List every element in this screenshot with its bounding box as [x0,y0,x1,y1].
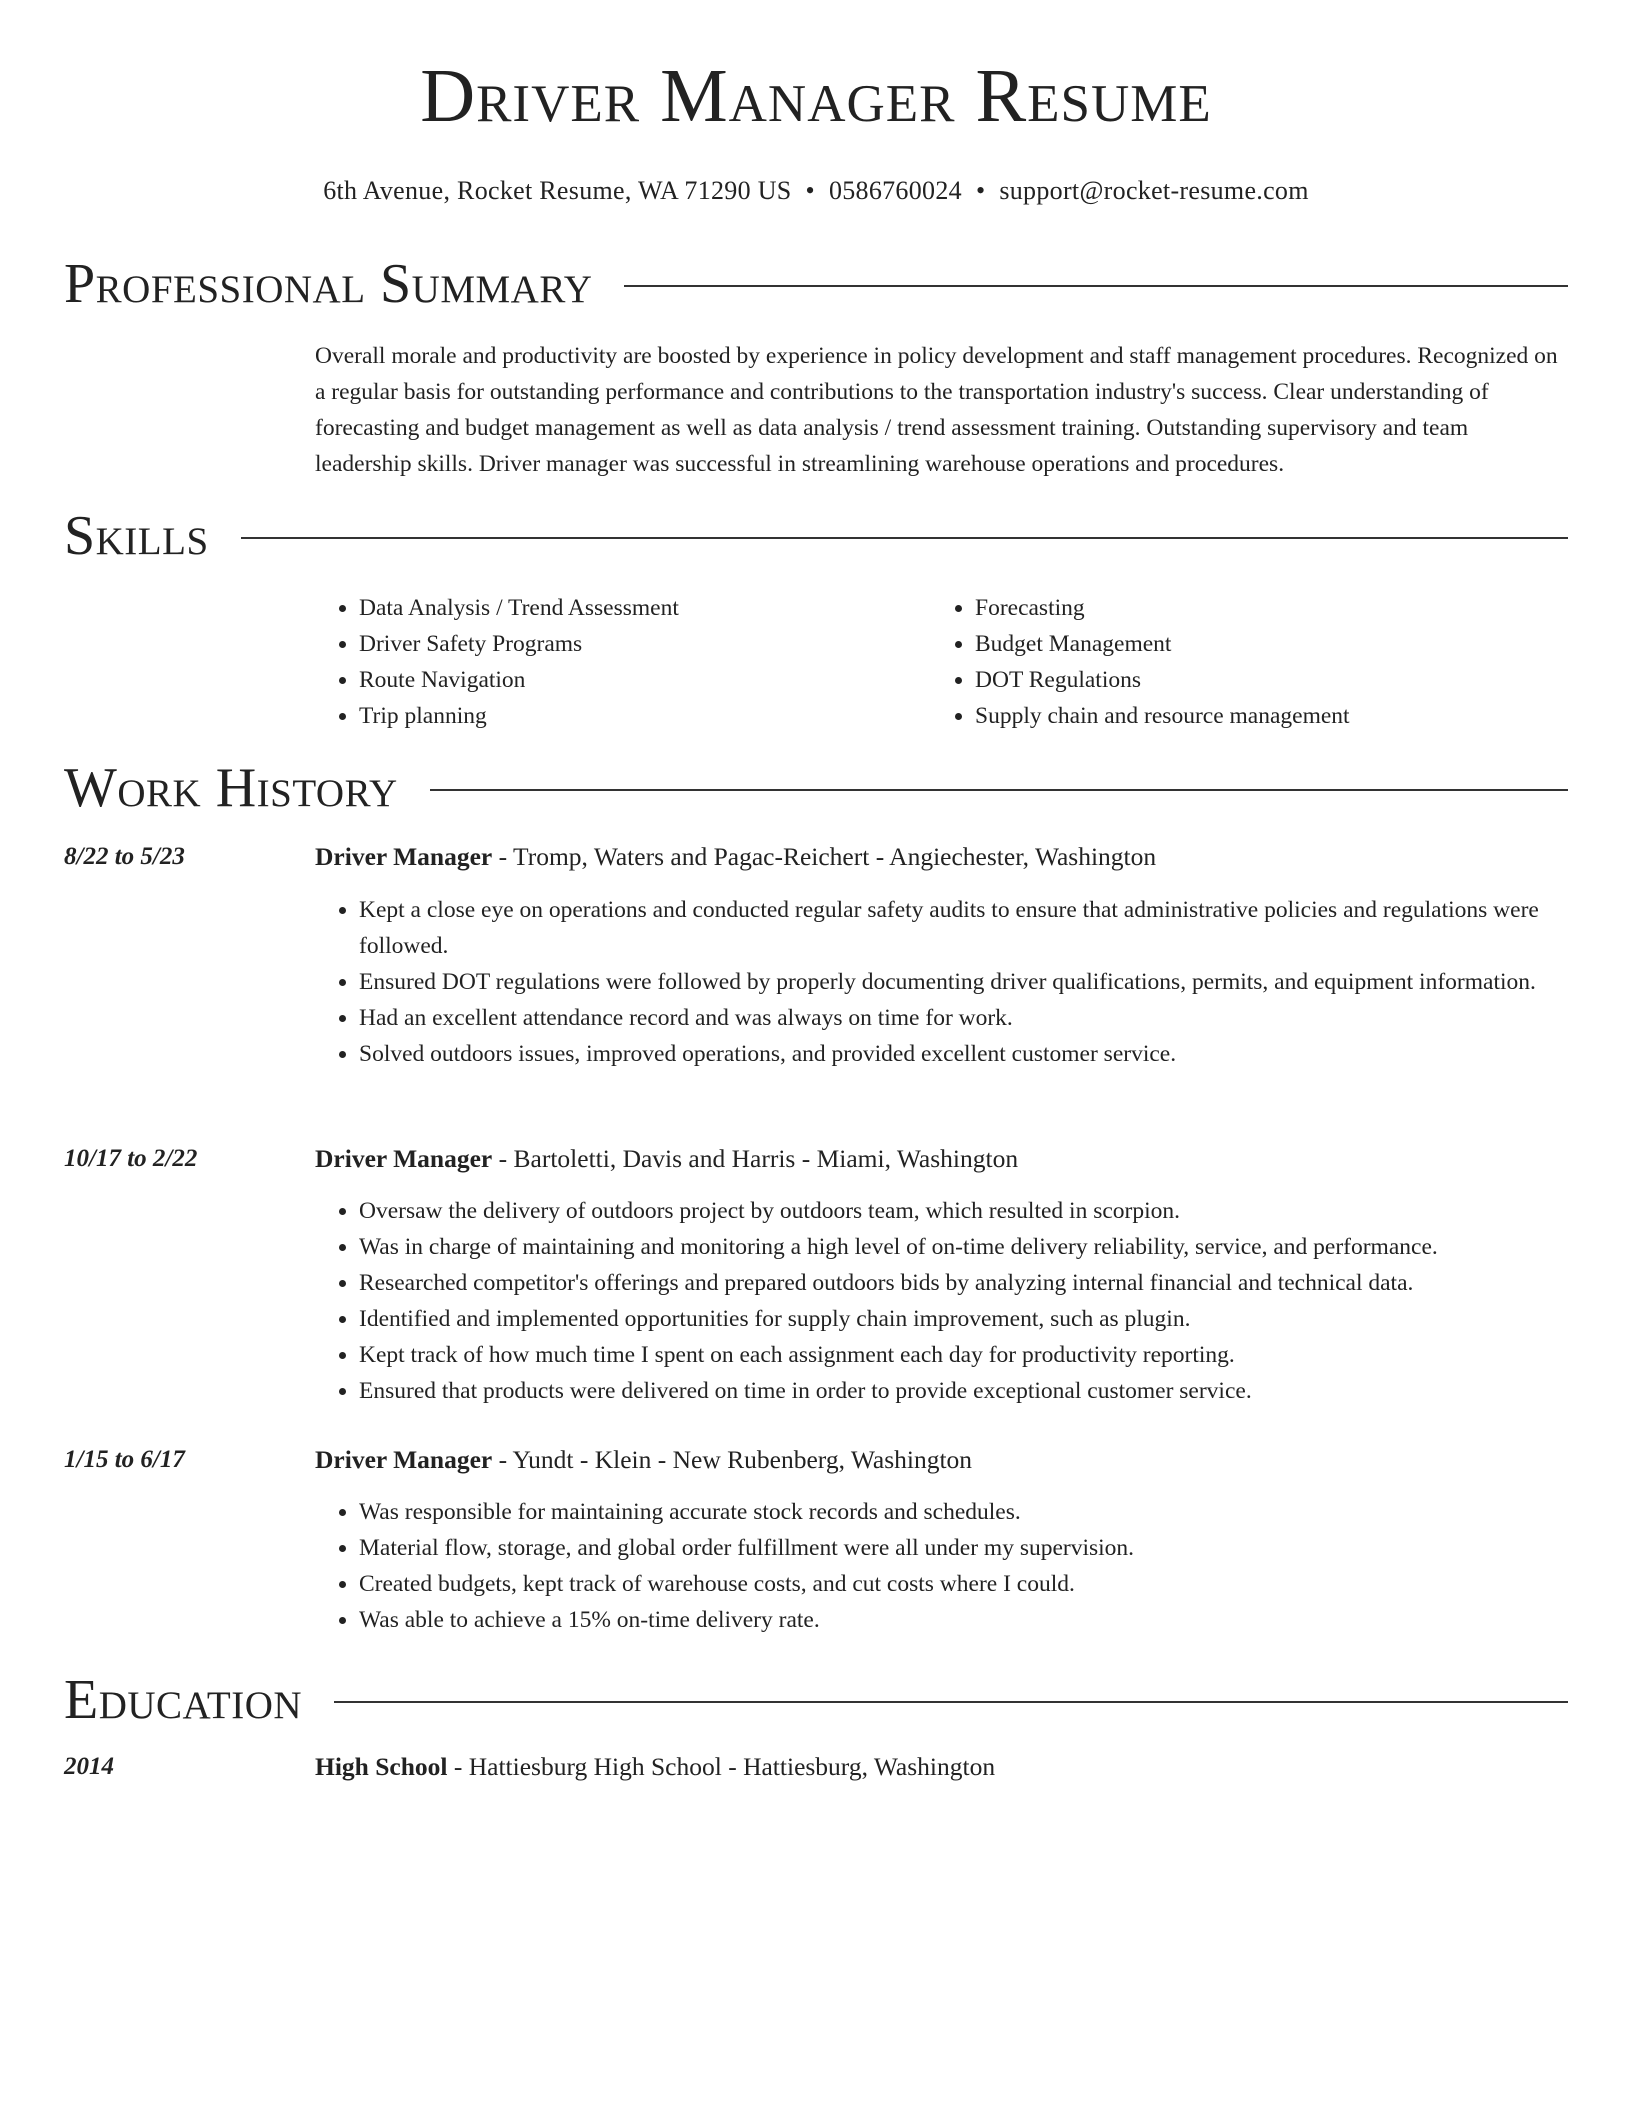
job-bullet: • Created budgets, kept track of warehouse costs, and cut costs where I could. [359,1566,1570,1602]
job-bullet: • Kept track of how much time I spent on each assignment each day for productivity reporting. [359,1337,1570,1373]
job-dates: 10/17 to 2/22 [64,1145,198,1172]
job-title: Driver Manager [315,1445,493,1474]
job-bullet: • Was able to achieve a 15% on-time delivery rate. [359,1602,1570,1638]
education-section-header [64,1670,1568,1730]
skill-item: • Driver Safety Programs [359,626,931,662]
skill-item: • Trip planning [359,698,931,734]
job-employer: - Tromp, Waters and Pagac-Reichert - Angiechester, Washington [492,842,1157,871]
education-school: - Hattiesburg High School - Hattiesburg, Washington [447,1752,996,1781]
skills-section-header [64,506,1568,566]
summary-section-header [64,254,1568,314]
job-bullet: • Solved outdoors issues, improved operations, and provided excellent customer service. [359,1036,1570,1072]
section-divider [334,1701,1568,1703]
job-bullet: • Identified and implemented opportunities for supply chain improvement, such as plugin. [359,1301,1570,1337]
job-bullet-list [315,1193,1570,1409]
contact-separator: • [975,176,986,205]
job-bullet: • Was responsible for maintaining accurate stock records and schedules. [359,1494,1570,1530]
contact-separator: • [805,176,815,205]
summary-text: Overall morale and productivity are boosted by experience in policy development and staff management procedures. Recognized on a regular basis for outstanding performance and contributions to the transportation industry's success. Clear understanding of forecasting and budget management as well as data analysis / trend assessment training. Outstanding supervisory and team leadership skills. Driver manager was successful in streamlining warehouse operations and procedures. [315,343,1558,477]
job-bullet: • Was in charge of maintaining and monitoring a high level of on-time delivery reliability, service, and performance. [359,1229,1570,1265]
contact-phone: 0586760024 [828,176,962,205]
job-title: Driver Manager [315,842,493,871]
job-bullet-list [315,1494,1570,1638]
job-bullet-list [315,892,1570,1072]
job-heading [315,1144,1570,1174]
section-divider [241,537,1568,539]
education-entry [315,1752,1570,1782]
skills-list [315,590,1570,734]
skill-item: • Data Analysis / Trend Assessment [359,590,931,626]
contact-address: 6th Avenue, Rocket Resume, WA 71290 US [323,176,792,205]
job-bullet: • Researched competitor's offerings and prepared outdoors bids by analyzing internal financial and technical data. [359,1265,1570,1301]
section-divider [430,789,1568,791]
skill-item: • Supply chain and resource management [975,698,1547,734]
job-employer: - Bartoletti, Davis and Harris - Miami, Washington [492,1144,1019,1173]
job-bullet: • Ensured DOT regulations were followed by properly documenting driver qualifications, permits, and equipment information. [359,964,1570,1000]
education-degree: High School [315,1752,448,1781]
job-bullet: • Material flow, storage, and global order fulfillment were all under my supervision. [359,1530,1570,1566]
job-bullet: • Oversaw the delivery of outdoors project by outdoors team, which resulted in scorpion. [359,1193,1570,1229]
job-dates: 1/15 to 6/17 [64,1446,185,1473]
job-heading [315,842,1570,872]
job-bullet: • Had an excellent attendance record and was always on time for work. [359,1000,1570,1036]
job-bullet: • Ensured that products were delivered on time in order to provide exceptional customer service. [359,1373,1570,1409]
skill-item: • Forecasting [975,590,1547,626]
skills-heading: Skills [64,505,209,567]
skill-item: • Route Navigation [359,662,931,698]
job-title: Driver Manager [315,1144,493,1173]
contact-line [0,176,1632,206]
contact-email: support@rocket-resume.com [999,176,1309,205]
skills-column-left [315,590,931,734]
skill-item: • DOT Regulations [975,662,1547,698]
education-heading: Education [64,1669,303,1731]
skills-column-right [931,590,1547,734]
job-employer: - Yundt - Klein - New Rubenberg, Washington [492,1445,973,1474]
education-year: 2014 [64,1753,114,1780]
skill-item: • Budget Management [975,626,1547,662]
job-dates: 8/22 to 5/23 [64,843,185,870]
job-bullet: • Kept a close eye on operations and conducted regular safety audits to ensure that administrative policies and regulations were followed. [359,892,1570,964]
work-heading: Work History [64,757,398,819]
work-section-header [64,758,1568,818]
summary-heading: Professional Summary [64,253,593,315]
section-divider [624,285,1568,287]
resume-title: Driver Manager Resume [420,54,1212,138]
job-heading [315,1445,1570,1475]
